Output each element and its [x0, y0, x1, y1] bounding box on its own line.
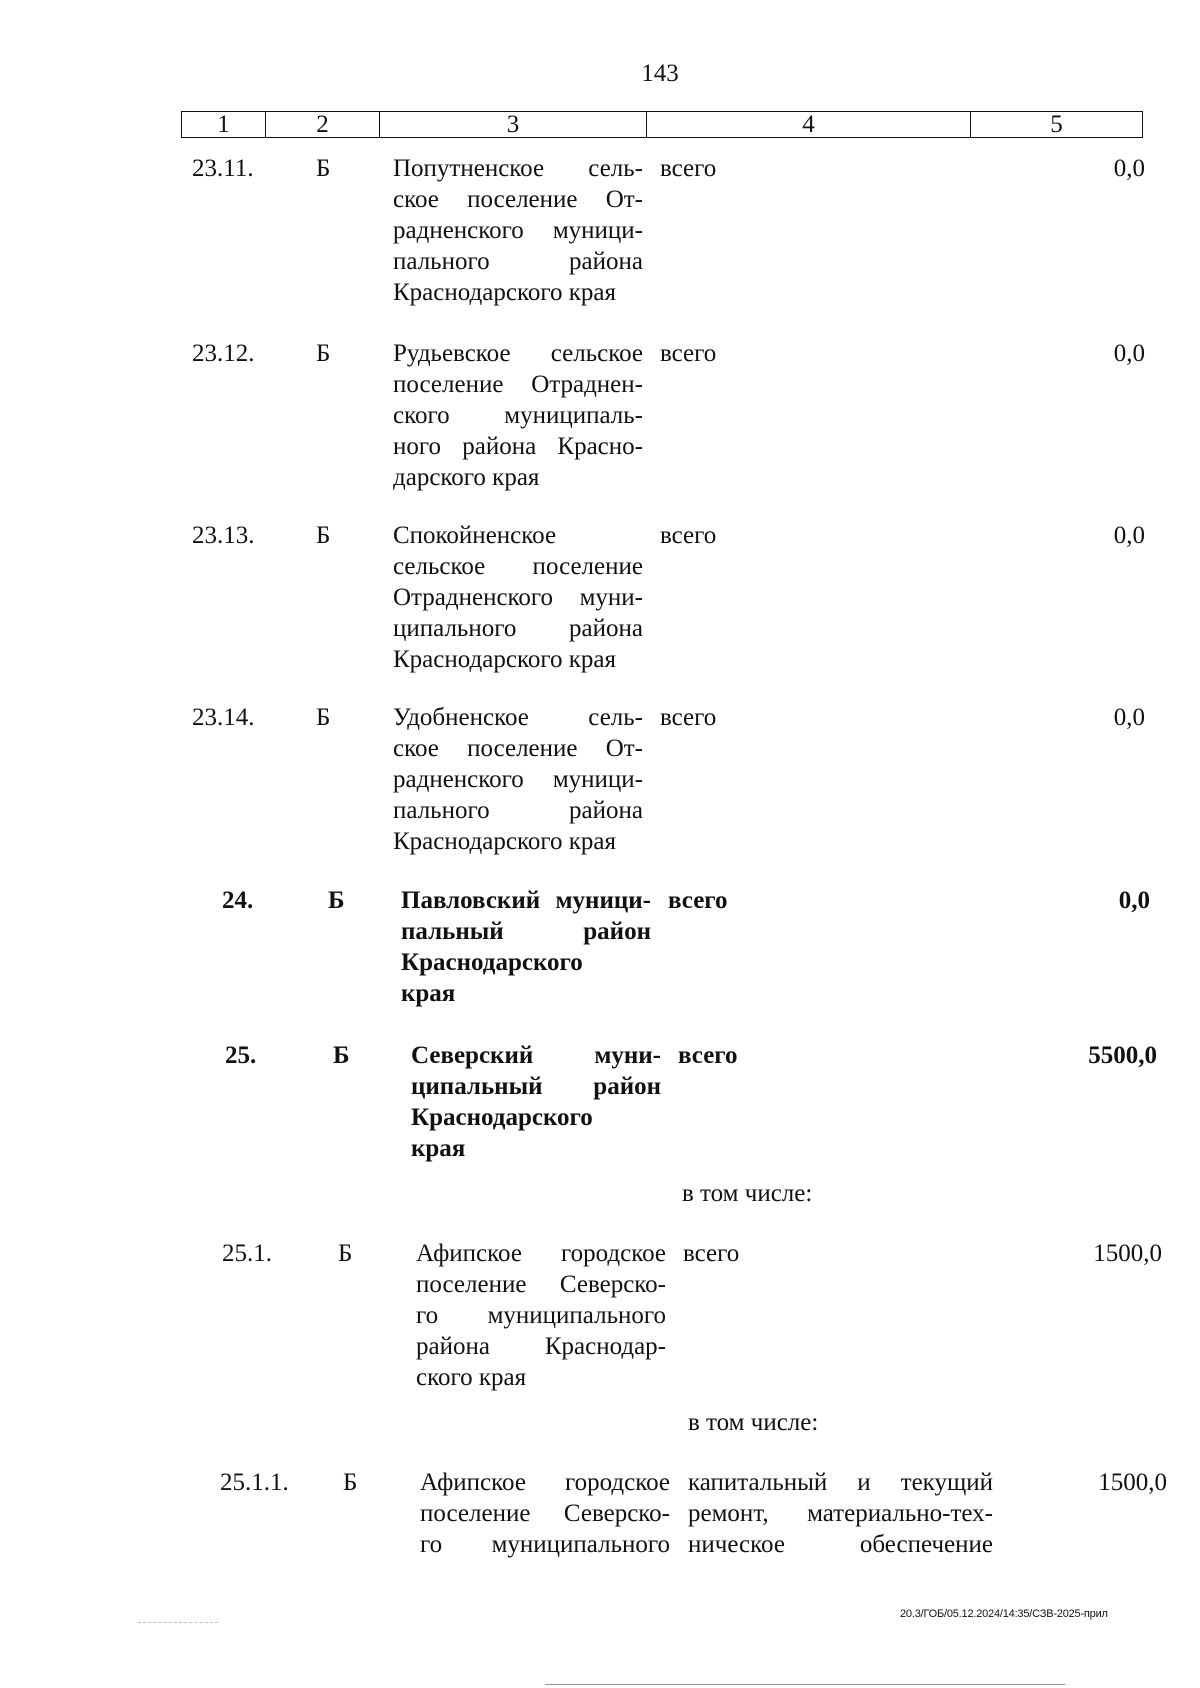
- purpose-line: ническое обеспечение: [688, 1531, 993, 1558]
- row-number: 23.14.: [192, 704, 255, 731]
- column-header-2: 2: [266, 112, 380, 138]
- name-line: дарского края: [393, 464, 540, 491]
- column-header-5: 5: [971, 112, 1143, 138]
- row-purpose: [688, 1467, 993, 1560]
- row-name: [401, 885, 651, 1009]
- purpose-line: капитальный и текущий: [688, 1469, 993, 1496]
- scan-artifact: [138, 1622, 218, 1623]
- name-line: Краснодарского края: [393, 646, 616, 673]
- row-number: 23.12.: [192, 340, 255, 367]
- name-line: ципальный район: [411, 1073, 661, 1100]
- row-category: Б: [333, 1042, 350, 1069]
- row-purpose: всего: [660, 340, 717, 367]
- name-line: сельское поселение: [393, 553, 643, 580]
- row-purpose: всего: [683, 1240, 740, 1267]
- column-header-row: [182, 112, 1143, 138]
- row-number: 24.: [222, 887, 254, 914]
- name-line: поселение Северско-: [420, 1500, 670, 1527]
- name-line: района Краснодар-: [416, 1333, 666, 1360]
- row-category: Б: [316, 155, 331, 182]
- row-number: 25.: [225, 1042, 257, 1069]
- row-purpose: всего: [678, 1042, 738, 1069]
- name-line: Отрадненского муни-: [393, 584, 643, 611]
- row-category: Б: [343, 1469, 358, 1496]
- row-amount: 0,0: [1113, 155, 1145, 182]
- column-header-1: 1: [182, 112, 266, 138]
- name-line: радненского муници-: [393, 766, 643, 793]
- name-line: Спокойненское: [393, 522, 557, 549]
- bottom-rule: [545, 1684, 1065, 1685]
- name-line: края: [411, 1135, 466, 1162]
- column-header-3: 3: [380, 112, 647, 138]
- name-line: ципального района: [393, 615, 643, 642]
- document-code: 20.3/ГОБ/05.12.2024/14:35/СЗВ-2025-прил: [900, 1608, 1108, 1620]
- name-line: Павловский муници-: [401, 887, 651, 914]
- row-purpose: всего: [668, 887, 728, 914]
- row-amount: 0,0: [1113, 704, 1145, 731]
- row-purpose: всего: [660, 155, 717, 182]
- row-name: [420, 1467, 670, 1560]
- row-name: [393, 520, 643, 675]
- row-number: 23.13.: [192, 522, 255, 549]
- column-header-4: 4: [647, 112, 971, 138]
- row-amount: 1500,0: [1098, 1469, 1167, 1496]
- name-line: го муниципального: [420, 1531, 670, 1558]
- row-category: Б: [316, 340, 331, 367]
- name-line: Попутненское сель-: [393, 155, 643, 182]
- row-amount: 1500,0: [1093, 1240, 1162, 1267]
- name-line: края: [401, 980, 456, 1007]
- name-line: пального района: [393, 248, 643, 275]
- row-name: [393, 702, 643, 857]
- name-line: Краснодарского края: [393, 828, 616, 855]
- name-line: ское поселение От-: [393, 735, 643, 762]
- including-note: в том числе:: [688, 1409, 819, 1436]
- name-line: поселение Северско-: [416, 1271, 666, 1298]
- row-category: Б: [328, 887, 345, 914]
- purpose-line: ремонт, материально-тех-: [688, 1500, 993, 1527]
- row-number: 25.1.1.: [220, 1469, 289, 1496]
- row-purpose: всего: [660, 522, 717, 549]
- name-line: Удобненское сель-: [393, 704, 643, 731]
- name-line: поселение Отраднен-: [393, 371, 643, 398]
- name-line: радненского муници-: [393, 217, 643, 244]
- name-line: Краснодарского: [401, 949, 583, 976]
- name-line: Северский муни-: [411, 1042, 661, 1069]
- row-name: [416, 1238, 666, 1393]
- name-line: ного района Красно-: [393, 433, 643, 460]
- row-category: Б: [338, 1240, 353, 1267]
- page-number: 143: [641, 60, 679, 87]
- row-purpose: всего: [660, 704, 717, 731]
- row-number: 25.1.: [222, 1240, 272, 1267]
- row-amount: 0,0: [1113, 340, 1145, 367]
- name-line: Краснодарского края: [393, 279, 616, 306]
- column-header-table: [181, 111, 1143, 138]
- name-line: ское поселение От-: [393, 186, 643, 213]
- row-number: 23.11.: [192, 155, 254, 182]
- name-line: пальный район: [401, 918, 651, 945]
- row-amount: 0,0: [1118, 887, 1150, 914]
- name-line: ского муниципаль-: [393, 402, 643, 429]
- row-amount: 5500,0: [1088, 1042, 1157, 1069]
- name-line: Рудьевское сельское: [393, 340, 643, 367]
- row-category: Б: [316, 522, 331, 549]
- row-amount: 0,0: [1113, 522, 1145, 549]
- name-line: Афипское городское: [416, 1240, 666, 1267]
- row-name: [393, 153, 643, 308]
- row-name: [393, 338, 643, 493]
- name-line: Краснодарского: [411, 1104, 593, 1131]
- name-line: ского края: [416, 1364, 527, 1391]
- name-line: пального района: [393, 797, 643, 824]
- row-category: Б: [316, 704, 331, 731]
- row-name: [411, 1040, 661, 1164]
- name-line: Афипское городское: [420, 1469, 670, 1496]
- including-note: в том числе:: [682, 1180, 813, 1207]
- name-line: го муниципального: [416, 1302, 666, 1329]
